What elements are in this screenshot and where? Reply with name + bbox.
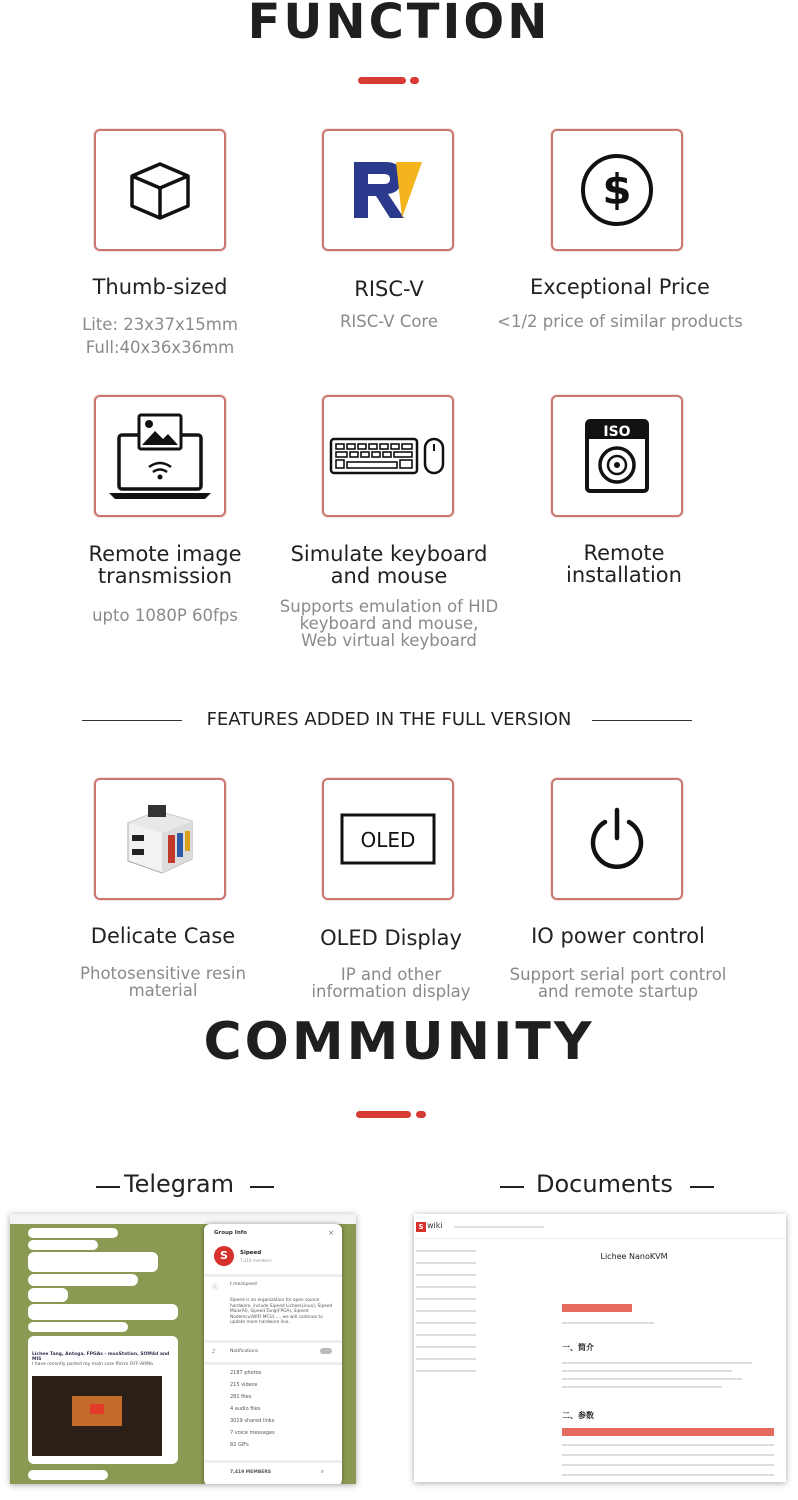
wiki-brand: wiki: [427, 1221, 443, 1230]
laptop-image-icon: [105, 411, 215, 501]
chat-bubble: [28, 1322, 128, 1332]
chat-bubble: [28, 1288, 68, 1302]
iso-disc-icon: [583, 417, 651, 495]
title-underline: [358, 77, 406, 84]
chat-bubble: [28, 1252, 158, 1272]
video-thumbnail: [32, 1376, 162, 1456]
chat-message-card: Lichee Tang, Antoga, FPGAs - muxStation, SOM4d and MIS I have recently ported my main core RVcm OFF-ARMa: [28, 1336, 178, 1464]
community-title: COMMUNITY: [203, 1012, 595, 1072]
feature-title: Remote installation: [566, 541, 682, 587]
documents-rule-left: [500, 1186, 524, 1188]
telegram-label: Telegram: [124, 1170, 234, 1198]
stat-item[interactable]: 2187 photos: [230, 1370, 262, 1376]
feature-card-thumb-sized: [94, 129, 226, 251]
section-params: 二、参数: [562, 1411, 594, 1420]
feature-desc: Supports emulation of HID keyboard and mouse, Web virtual keyboard: [279, 597, 499, 650]
stat-item[interactable]: 4 audio files: [230, 1406, 261, 1412]
community-underline-dot: [416, 1111, 426, 1118]
chat-bubble: [28, 1274, 138, 1286]
cube-icon: [124, 154, 196, 226]
stat-item[interactable]: 82 GIFs: [230, 1442, 249, 1448]
feature-desc: Support serial port control and remote startup: [509, 965, 727, 1001]
full-version-heading: FEATURES ADDED IN THE FULL VERSION: [206, 709, 572, 730]
chat-bubble: [28, 1304, 178, 1320]
wiki-logo: S: [416, 1222, 426, 1232]
version-table-header: [562, 1304, 632, 1312]
feature-card-case: [94, 778, 226, 900]
power-icon: [585, 806, 649, 872]
function-title: FUNCTION: [247, 0, 551, 50]
feature-title: Simulate keyboard and mouse: [290, 542, 488, 588]
stat-item[interactable]: 7 voice messages: [230, 1430, 275, 1436]
oled-label: OLED: [360, 828, 416, 852]
documents-rule-right: [690, 1186, 714, 1188]
notifications-toggle[interactable]: [320, 1348, 332, 1354]
divider-right: [592, 720, 692, 721]
title-underline-dot: [410, 77, 419, 84]
documents-label: Documents: [536, 1170, 673, 1198]
group-avatar: S: [214, 1246, 234, 1266]
doc-title: Lichee NanoKVM: [600, 1252, 668, 1261]
feature-desc: RISC-V Core: [339, 312, 439, 331]
bell-icon: ♪: [212, 1348, 216, 1355]
feature-card-price: [551, 129, 683, 251]
divider-left: [82, 720, 182, 721]
stat-item[interactable]: 3019 shared links: [230, 1418, 275, 1424]
feature-desc: <1/2 price of similar products: [497, 312, 743, 331]
svg-text:$: $: [602, 165, 632, 214]
feature-title: OLED Display: [320, 926, 462, 950]
chat-bubble: [28, 1228, 118, 1238]
feature-desc: Photosensitive resin material: [80, 964, 246, 1000]
feature-desc: upto 1080P 60fps: [92, 606, 238, 625]
telegram-rule-left: [96, 1186, 120, 1188]
close-icon[interactable]: ×: [328, 1229, 334, 1237]
feature-title: Delicate Case: [90, 924, 236, 948]
feature-desc: Lite: 23x37x15mm Full:40x36x36mm: [82, 315, 238, 357]
documents-screenshot: [414, 1214, 786, 1482]
device-case-icon: [118, 797, 202, 881]
feature-title: Exceptional Price: [530, 275, 710, 299]
feature-card-oled: [322, 778, 454, 900]
chat-bubble: [28, 1240, 98, 1250]
section-intro: 一、简介: [562, 1343, 594, 1352]
stat-item[interactable]: 215 videos: [230, 1382, 258, 1388]
search-icon[interactable]: ⌕: [320, 1468, 324, 1475]
keyboard-mouse-icon: [329, 431, 447, 481]
iso-label: ISO: [603, 424, 631, 440]
stat-item[interactable]: 281 files: [230, 1394, 252, 1400]
community-underline: [356, 1111, 411, 1118]
feature-title: Thumb-sized: [92, 275, 228, 299]
feature-card-keyboard: [322, 395, 454, 517]
telegram-rule-right: [250, 1186, 274, 1188]
feature-title: IO power control: [531, 924, 705, 948]
feature-card-remote-image: [94, 395, 226, 517]
feature-card-power: [551, 778, 683, 900]
feature-title: Remote image transmission: [88, 542, 242, 588]
oled-icon: [338, 811, 438, 867]
riscv-logo-icon: [352, 160, 424, 220]
group-info-panel: Group Info × S Sipeed 7,419 members ⓘ t.me/sipeed Sipeed is an organization for open source hardware, include Sipeed Lichee(Linux), Sipeed Maix(AI), Sipeed Tang(FPGA), Sipeed Nodemcu(WIFI MCU)...., we will continue to update more hardware line. ♪ Notifications 2187 photos 215 videos 281 files 4 audio files 3019 shared links 7 voice messages 82 GIFs 7,419 MEMBERS ⌕: [204, 1224, 342, 1484]
params-table-header: [562, 1428, 774, 1436]
chat-bubble: [28, 1470, 108, 1480]
telegram-screenshot: [10, 1214, 356, 1484]
feature-desc: IP and other information display: [311, 965, 471, 1001]
dollar-coin-icon: [579, 152, 655, 228]
feature-card-riscv: [322, 129, 454, 251]
info-icon: ⓘ: [212, 1284, 219, 1291]
feature-title: RISC-V: [354, 277, 424, 301]
feature-card-remote-install: [551, 395, 683, 517]
